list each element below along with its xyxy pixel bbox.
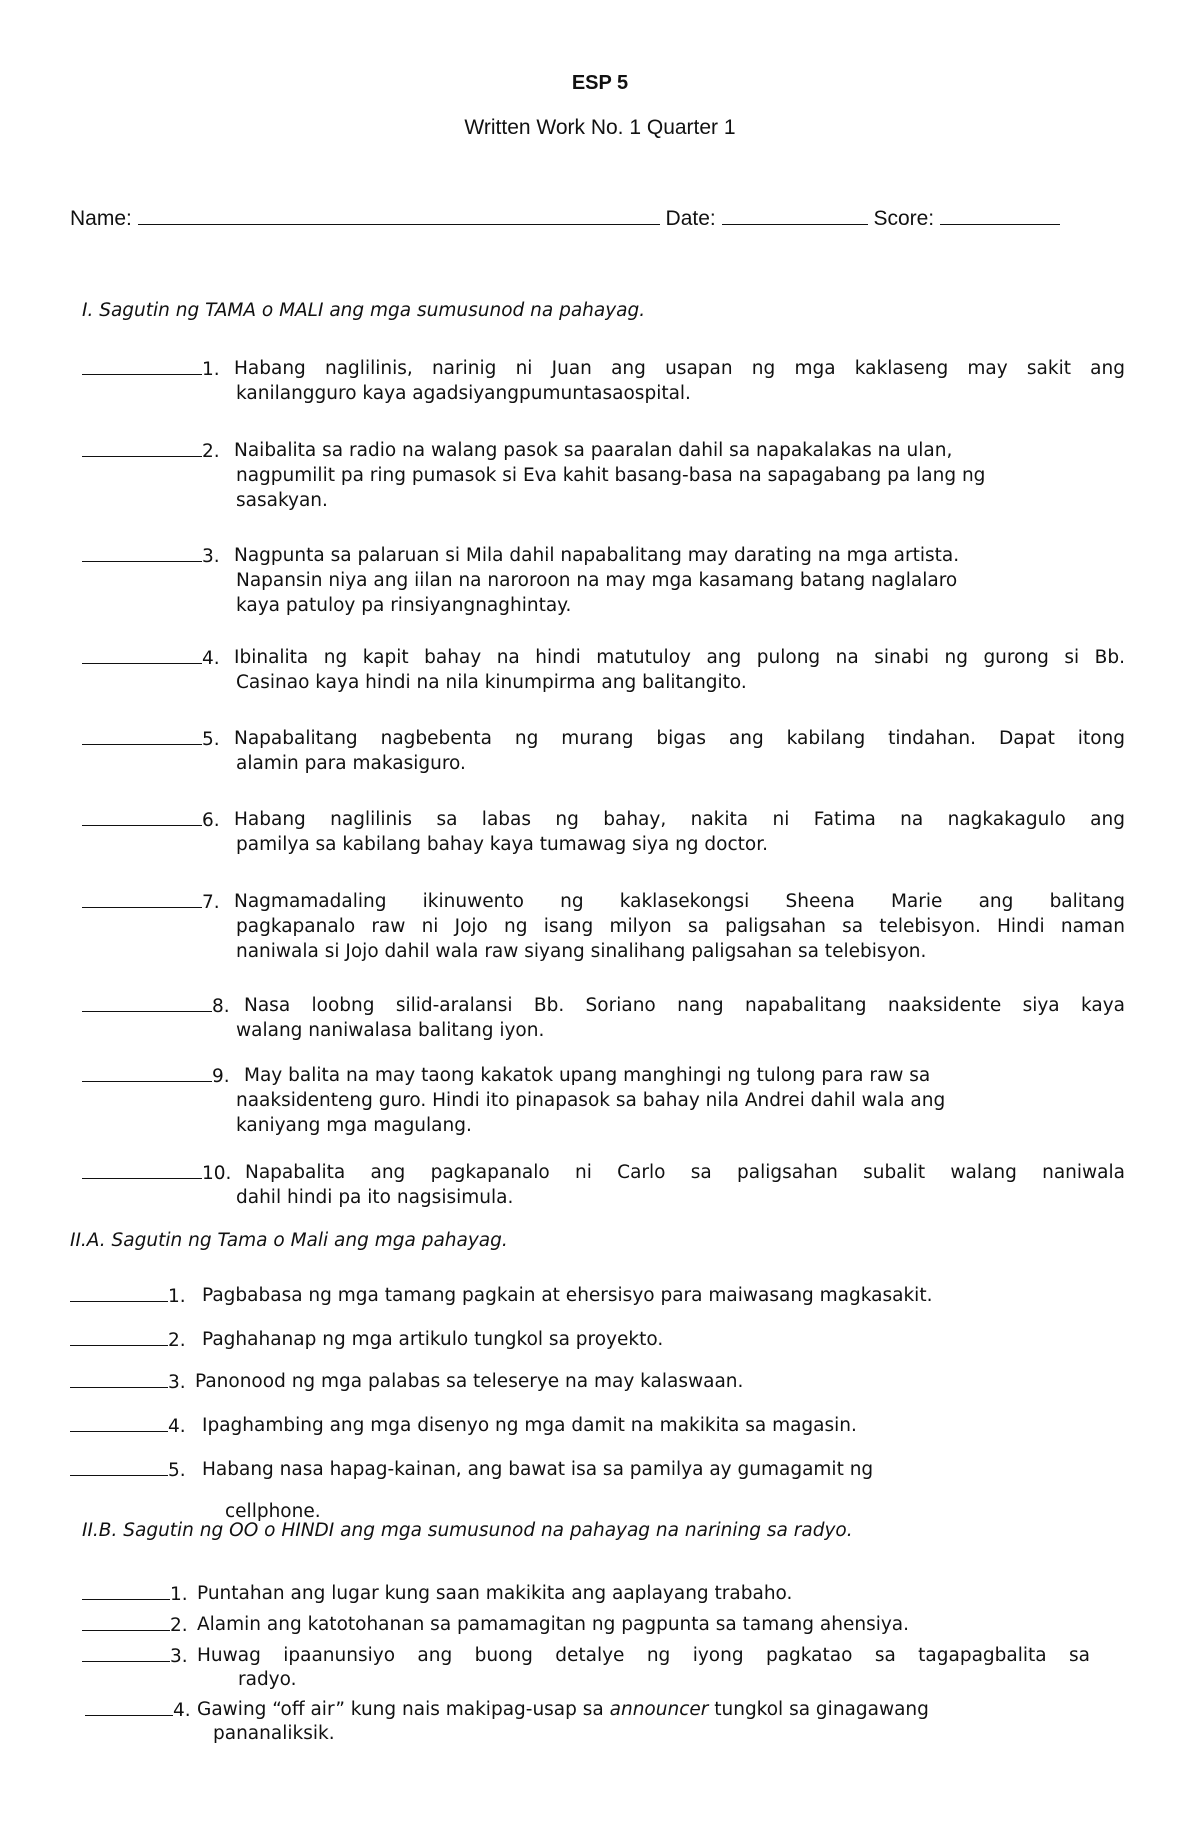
- item-text-line: pamilya sa kabilang bahay kaya tumawag siya ng doctor.: [236, 834, 769, 855]
- question-item: [82, 807, 220, 833]
- question-item: [82, 543, 220, 569]
- part2a-instruction: II.A. Sagutin ng Tama o Mali ang mga pahayag.: [70, 1230, 508, 1251]
- question-item: [82, 993, 230, 1019]
- question-item: [82, 889, 220, 915]
- item-text-line: May balita na may taong kakatok upang manghingi ng tulong para raw sa: [244, 1065, 931, 1086]
- answer-blank[interactable]: [82, 993, 212, 1012]
- item-text-line: Nagmamadaling ikinuwento ng kaklasekongsi Sheena Marie ang balitang: [234, 891, 1125, 912]
- item-text-continuation: pananaliksik.: [213, 1723, 335, 1744]
- item-text-line: kanilangguro kaya agadsiyangpumuntasaospital.: [236, 383, 691, 404]
- item-number: 1.: [168, 1286, 186, 1307]
- item-text-line: Naibalita sa radio na walang pasok sa paaralan dahil sa napakalakas na ulan,: [234, 440, 953, 461]
- item-text: Paghahanap ng mga artikulo tungkol sa proyekto.: [202, 1329, 664, 1350]
- answer-blank[interactable]: [70, 1283, 168, 1302]
- item-number: 3.: [168, 1372, 186, 1393]
- answer-blank[interactable]: [70, 1327, 168, 1346]
- item-number: 2.: [168, 1330, 186, 1351]
- item-text-part: tungkol sa ginagawang: [708, 1699, 929, 1720]
- item-text-line: nagpumilit pa ring pumasok si Eva kahit basang-basa na sapagabang pa lang ng: [236, 465, 986, 486]
- question-item: [82, 726, 220, 752]
- answer-blank[interactable]: [82, 645, 202, 664]
- item-number: 8.: [212, 996, 230, 1017]
- item-text-line: naaksidenteng guro. Hindi ito pinapasok sa bahay nila Andrei dahil wala ang: [236, 1090, 946, 1111]
- item-text-line: Napansin niya ang iilan na naroroon na may mga kasamang batang naglalaro: [236, 570, 958, 591]
- answer-blank[interactable]: [82, 1160, 202, 1179]
- item-number: 10.: [202, 1163, 232, 1184]
- question-item: [82, 438, 220, 464]
- item-text: Puntahan ang lugar kung saan makikita ang aaplayang trabaho.: [197, 1583, 793, 1604]
- student-info-line: [70, 206, 1060, 231]
- question-item: [82, 1612, 188, 1638]
- item-text: Panonood ng mga palabas sa teleserye na may kalaswaan.: [195, 1371, 744, 1392]
- answer-blank[interactable]: [82, 1063, 212, 1082]
- answer-blank[interactable]: [82, 1612, 170, 1631]
- answer-blank[interactable]: [82, 726, 202, 745]
- item-text-line: walang naniwalasa balitang iyon.: [236, 1020, 545, 1041]
- item-text: [197, 1697, 929, 1722]
- item-text-line: naniwala si Jojo dahil wala raw siyang sinalihang paligsahan sa telebisyon.: [236, 941, 927, 962]
- page-subtitle: Written Work No. 1 Quarter 1: [464, 116, 736, 139]
- item-text-line: Napabalitang nagbebenta ng murang bigas ang kabilang tindahan. Dapat itong: [234, 728, 1125, 749]
- item-text-line: Habang naglilinis, narinig ni Juan ang usapan ng mga kaklaseng may sakit ang: [234, 358, 1125, 379]
- answer-blank[interactable]: [70, 1413, 168, 1432]
- part2b-instruction: II.B. Sagutin ng OO o HINDI ang mga sumusunod na pahayag na narining sa radyo.: [82, 1520, 853, 1541]
- item-text: Ipaghambing ang mga disenyo ng mga damit na makikita sa magasin.: [202, 1415, 857, 1436]
- item-number: 1.: [170, 1584, 188, 1605]
- item-text-line: pagkapanalo raw ni Jojo ng isang milyon sa paligsahan sa telebisyon. Hindi naman: [236, 916, 1125, 937]
- answer-blank[interactable]: [82, 1581, 170, 1600]
- item-number: 4.: [202, 648, 220, 669]
- answer-blank[interactable]: [82, 438, 202, 457]
- question-item: [85, 1697, 191, 1723]
- item-number: 2.: [202, 441, 220, 462]
- item-text-line: alamin para makasiguro.: [236, 753, 466, 774]
- score-field[interactable]: [940, 206, 1060, 225]
- item-text-continuation: radyo.: [238, 1669, 297, 1690]
- question-item: [70, 1457, 186, 1483]
- answer-blank[interactable]: [85, 1697, 173, 1716]
- date-label: Date:: [665, 207, 716, 230]
- item-number: 4.: [173, 1700, 191, 1721]
- item-number: 2.: [170, 1615, 188, 1636]
- item-text-line: Nasa loobng silid-aralansi Bb. Soriano nang napabalitang naaksidente siya kaya: [244, 995, 1125, 1016]
- answer-blank[interactable]: [82, 889, 202, 908]
- question-item: [70, 1413, 186, 1439]
- answer-blank[interactable]: [70, 1457, 168, 1476]
- item-text-continuation: cellphone.: [225, 1501, 321, 1522]
- name-field[interactable]: [138, 206, 660, 225]
- item-text: Pagbabasa ng mga tamang pagkain at ehersisyo para maiwasang magkasakit.: [202, 1285, 933, 1306]
- item-text-line: Casinao kaya hindi na nila kinumpirma ang balitangito.: [236, 672, 747, 693]
- item-number: 5.: [202, 729, 220, 750]
- item-text-line: Habang naglilinis sa labas ng bahay, nakita ni Fatima na nagkakagulo ang: [234, 809, 1125, 830]
- name-label: Name:: [70, 207, 132, 230]
- part1-instruction: I. Sagutin ng TAMA o MALI ang mga sumusunod na pahayag.: [82, 300, 646, 321]
- item-text-line: sasakyan.: [236, 490, 328, 511]
- question-item: [70, 1327, 186, 1353]
- answer-blank[interactable]: [82, 543, 202, 562]
- item-text-line: dahil hindi pa ito nagsisimula.: [236, 1187, 514, 1208]
- answer-blank[interactable]: [82, 356, 202, 375]
- answer-blank[interactable]: [82, 807, 202, 826]
- item-text-line: Napabalita ang pagkapanalo ni Carlo sa paligsahan subalit walang naniwala: [245, 1162, 1125, 1183]
- date-field[interactable]: [722, 206, 868, 225]
- page-title: ESP 5: [571, 72, 629, 94]
- item-text: Habang nasa hapag-kainan, ang bawat isa sa pamilya ay gumagamit ng: [202, 1459, 874, 1480]
- question-item: [70, 1369, 186, 1395]
- item-text-emphasis: announcer: [609, 1699, 709, 1720]
- score-label: Score:: [873, 207, 935, 230]
- item-text-line: Nagpunta sa palaruan si Mila dahil napabalitang may darating na mga artista.: [234, 545, 960, 566]
- question-item: [82, 645, 220, 671]
- item-number: 4.: [168, 1416, 186, 1437]
- item-number: 3.: [170, 1646, 188, 1667]
- item-text-part: Gawing “off air” kung nais makipag-usap sa: [197, 1699, 610, 1720]
- question-item: [82, 1063, 230, 1089]
- question-item: [82, 356, 220, 382]
- item-text-line: kaniyang mga magulang.: [236, 1115, 472, 1136]
- question-item: [82, 1643, 188, 1669]
- answer-blank[interactable]: [70, 1369, 168, 1388]
- question-item: [82, 1160, 231, 1186]
- item-number: 6.: [202, 810, 220, 831]
- item-text: Huwag ipaanunsiyo ang buong detalye ng iyong pagkatao sa tagapagbalita sa: [197, 1645, 1090, 1666]
- item-number: 7.: [202, 892, 220, 913]
- item-number: 5.: [168, 1460, 186, 1481]
- item-text-line: Ibinalita ng kapit bahay na hindi matutuloy ang pulong na sinabi ng gurong si Bb.: [234, 647, 1125, 668]
- answer-blank[interactable]: [82, 1643, 170, 1662]
- item-number: 9.: [212, 1066, 230, 1087]
- item-number: 3.: [202, 546, 220, 567]
- item-text-line: kaya patuloy pa rinsiyangnaghintay.: [236, 595, 572, 616]
- question-item: [70, 1283, 186, 1309]
- item-text: Alamin ang katotohanan sa pamamagitan ng pagpunta sa tamang ahensiya.: [197, 1614, 910, 1635]
- question-item: [82, 1581, 188, 1607]
- item-number: 1.: [202, 359, 220, 380]
